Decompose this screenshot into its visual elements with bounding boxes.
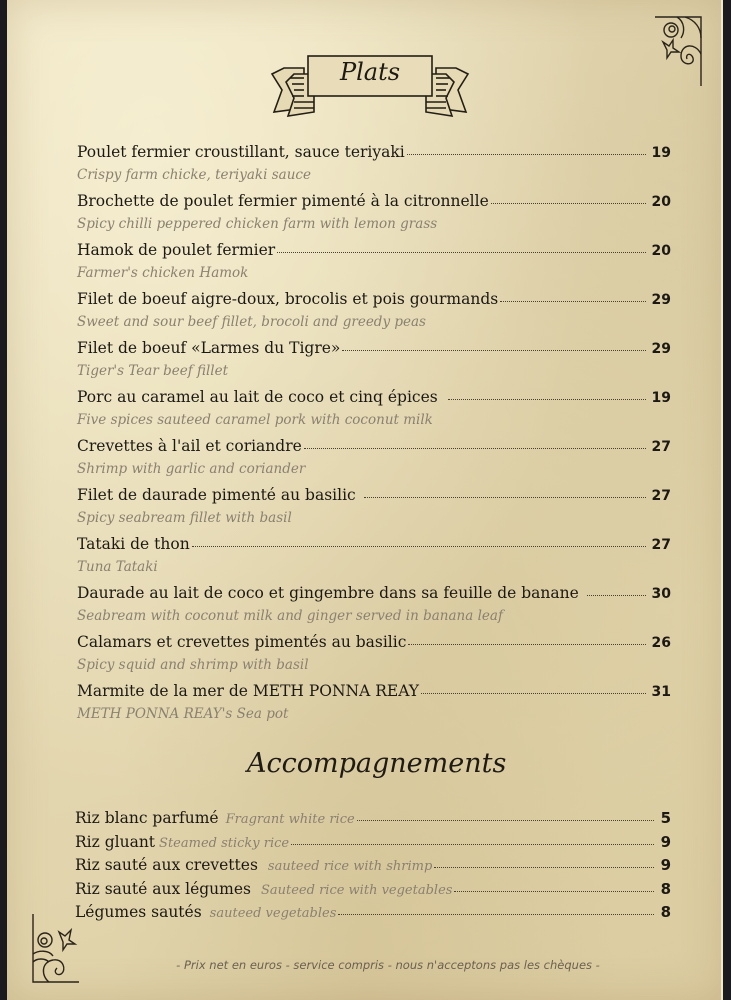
- side-price: 5: [660, 809, 671, 827]
- dish-translation: Five spices sauteed caramel pork with coconut milk: [77, 412, 433, 428]
- side-item: [75, 809, 671, 833]
- side-item: [75, 833, 671, 857]
- dish-translation: Spicy seabream fillet with basil: [77, 510, 292, 526]
- page-edge: [721, 0, 723, 1000]
- side-price: 8: [660, 879, 671, 898]
- side-price: 8: [660, 903, 671, 921]
- dish-name: Crevettes à l'ail et coriandre: [77, 437, 302, 455]
- leader-dots: [338, 913, 654, 915]
- dish-name: Calamars et crevettes pimentés au basilic: [77, 633, 407, 651]
- side-name: Riz sauté aux crevettes: [75, 856, 258, 874]
- ornament-corner-icon: [655, 14, 705, 88]
- dish-price: 19: [651, 145, 671, 161]
- dish-name: Brochette de poulet fermier pimenté à la citronnelle: [77, 192, 489, 210]
- leader-dots: [291, 843, 654, 845]
- leader-dots: [408, 643, 646, 645]
- dish-list: [77, 143, 671, 731]
- menu-item: [77, 682, 671, 731]
- menu-item: [77, 241, 671, 290]
- dish-price: 29: [651, 341, 671, 357]
- dish-name: Filet de boeuf «Larmes du Tigre»: [77, 339, 341, 357]
- leader-dots: [491, 202, 646, 204]
- leader-dots: [407, 153, 646, 155]
- menu-item: [77, 143, 671, 192]
- dish-price: 26: [651, 635, 671, 651]
- side-name: Légumes sautés: [75, 903, 202, 921]
- leader-dots: [342, 349, 646, 351]
- leader-dots: [357, 819, 654, 821]
- ornament-corner-icon: [29, 912, 79, 986]
- dish-translation: Seabream with coconut milk and ginger served in banana leaf: [77, 608, 503, 624]
- menu-item: [77, 486, 671, 535]
- menu-page: [7, 0, 723, 1000]
- leader-dots: [434, 866, 654, 868]
- menu-item: [77, 388, 671, 437]
- side-translation: Sauteed rice with vegetables: [260, 882, 453, 898]
- dish-name: Hamok de poulet fermier: [77, 241, 276, 259]
- side-name: Riz sauté aux légumes: [75, 879, 251, 898]
- menu-item: [77, 437, 671, 486]
- dish-price: 27: [651, 439, 671, 455]
- dish-translation: Shrimp with garlic and coriander: [77, 461, 306, 477]
- leader-dots: [364, 496, 646, 498]
- menu-item: [77, 339, 671, 388]
- side-item: [75, 880, 671, 904]
- side-item: [75, 856, 671, 880]
- leader-dots: [454, 890, 654, 892]
- dish-price: 19: [651, 390, 671, 406]
- leader-dots: [500, 300, 646, 302]
- sides-list: [75, 809, 671, 927]
- dish-name: Poulet fermier croustillant, sauce teriyaki: [77, 143, 405, 161]
- dish-price: 29: [651, 292, 671, 308]
- section-title-accompagnements: Accompagnements: [247, 748, 507, 779]
- dish-translation: METH PONNA REAY's Sea pot: [77, 706, 289, 722]
- side-translation: Steamed sticky rice: [159, 835, 290, 851]
- dish-name: Marmite de la mer de METH PONNA REAY: [77, 682, 420, 700]
- dish-translation: Spicy chilli peppered chicken farm with lemon grass: [77, 216, 438, 232]
- section-banner-plats: [270, 52, 470, 118]
- dish-price: 27: [651, 488, 671, 504]
- dish-price: 31: [651, 684, 671, 700]
- side-translation: Fragrant white rice: [225, 812, 355, 827]
- leader-dots: [304, 447, 646, 449]
- menu-item: [77, 192, 671, 241]
- menu-item: [77, 290, 671, 339]
- leader-dots: [277, 251, 646, 253]
- leader-dots: [587, 594, 646, 596]
- dish-name: Filet de daurade pimenté au basilic: [77, 486, 356, 504]
- side-item: [75, 903, 671, 927]
- leader-dots: [421, 692, 646, 694]
- dish-translation: Farmer's chicken Hamok: [77, 265, 249, 281]
- dish-name: Daurade au lait de coco et gingembre dans sa feuille de banane: [77, 584, 579, 602]
- side-price: 9: [660, 856, 671, 874]
- dish-translation: Tiger's Tear beef fillet: [77, 363, 229, 379]
- dish-translation: Spicy squid and shrimp with basil: [77, 657, 309, 673]
- dish-price: 20: [651, 194, 671, 210]
- side-name: Riz gluant: [75, 832, 156, 851]
- dish-price: 30: [651, 586, 671, 602]
- side-translation: sauteed rice with shrimp: [267, 859, 433, 874]
- dish-name: Tataki de thon: [77, 535, 190, 553]
- dish-name: Porc au caramel au lait de coco et cinq épices: [77, 388, 438, 406]
- footer-note: - Prix net en euros - service compris - nous n'acceptons pas les chèques -: [176, 958, 600, 972]
- menu-item: [77, 535, 671, 584]
- dish-translation: Tuna Tataki: [77, 559, 158, 575]
- dish-price: 20: [651, 243, 671, 259]
- dish-price: 27: [651, 537, 671, 553]
- dish-name: Filet de boeuf aigre-doux, brocolis et pois gourmands: [77, 290, 499, 308]
- dish-translation: Crispy farm chicke, teriyaki sauce: [77, 167, 311, 183]
- menu-item: [77, 633, 671, 682]
- menu-item: [77, 584, 671, 633]
- side-price: 9: [660, 832, 671, 851]
- leader-dots: [192, 545, 646, 547]
- section-title-plats: Plats: [339, 58, 401, 86]
- dish-translation: Sweet and sour beef fillet, brocoli and greedy peas: [77, 314, 426, 330]
- side-name: Riz blanc parfumé: [75, 809, 219, 827]
- side-translation: sauteed vegetables: [209, 906, 337, 921]
- leader-dots: [448, 398, 646, 400]
